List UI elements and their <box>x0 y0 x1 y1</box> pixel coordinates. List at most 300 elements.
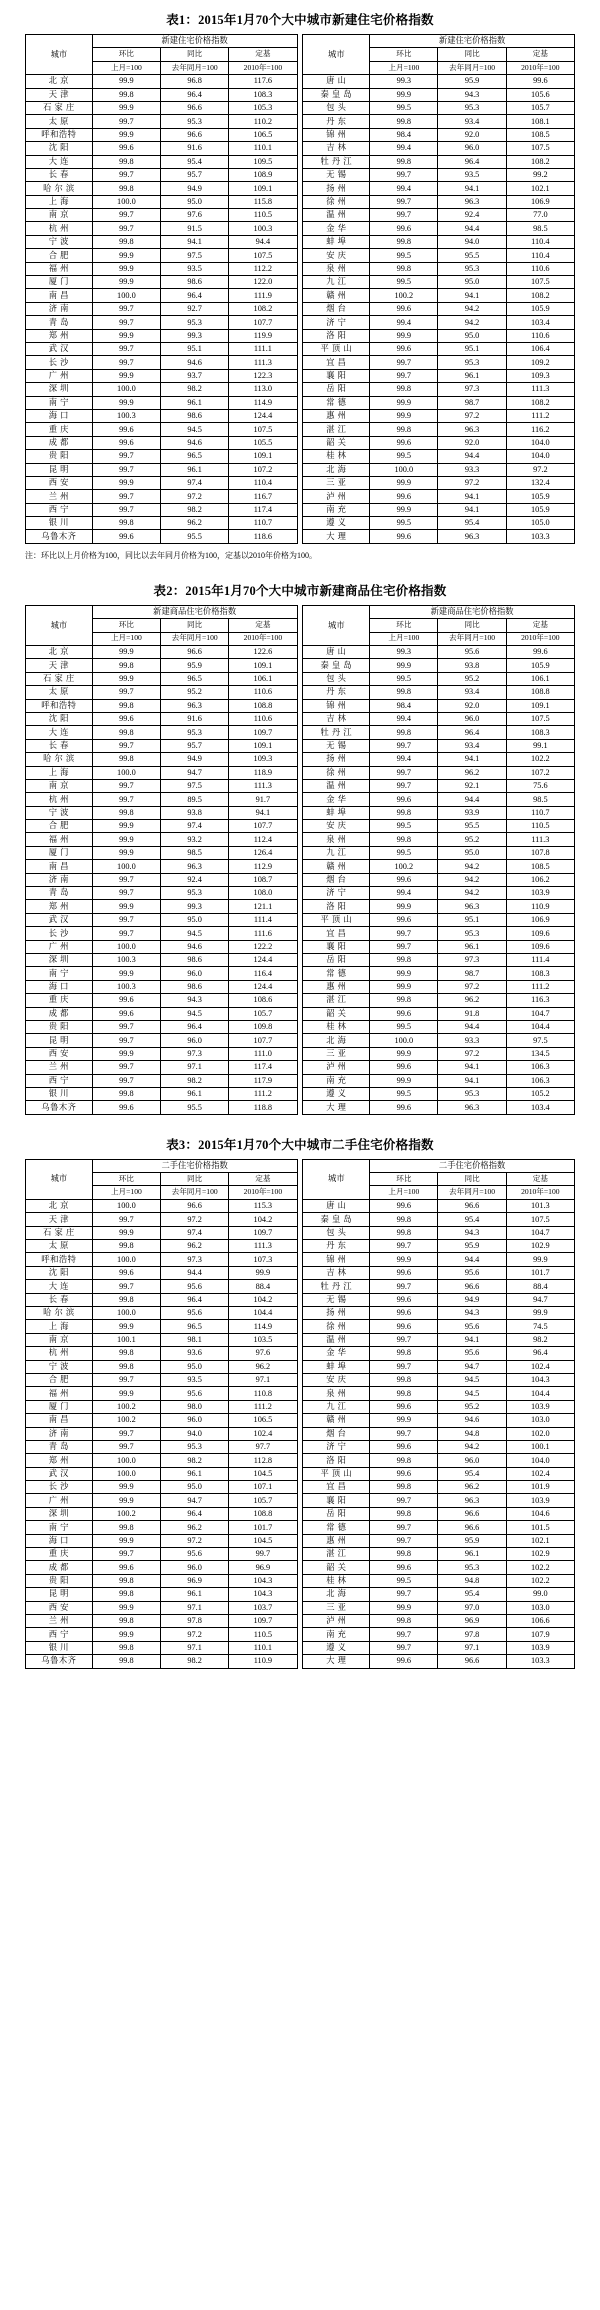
value-cell: 99.6 <box>370 1061 438 1074</box>
value-cell: 97.2 <box>438 980 506 993</box>
city-name: 南 宁 <box>26 1521 93 1534</box>
table-block-3 <box>0 1125 600 1669</box>
value-cell: 99.8 <box>370 726 438 739</box>
value-cell: 97.0 <box>438 1601 506 1614</box>
value-cell: 109.3 <box>506 369 574 382</box>
value-cell: 104.7 <box>506 1007 574 1020</box>
value-cell: 99.6 <box>92 1266 160 1279</box>
value-cell: 108.7 <box>229 873 297 886</box>
value-cell: 102.2 <box>506 753 574 766</box>
value-cell: 99.5 <box>370 276 438 289</box>
value-cell: 96.4 <box>161 289 229 302</box>
value-cell: 94.7 <box>161 1494 229 1507</box>
value-cell: 101.5 <box>506 1521 574 1534</box>
city-name: 烟 台 <box>303 302 370 315</box>
city-name: 金 华 <box>303 1347 370 1360</box>
header-city: 城市 <box>303 605 370 645</box>
city-name: 徐 州 <box>303 766 370 779</box>
city-name: 九 江 <box>303 276 370 289</box>
value-cell: 99.7 <box>370 1641 438 1654</box>
city-name: 福 州 <box>26 262 93 275</box>
value-cell: 109.1 <box>229 182 297 195</box>
city-name: 银 川 <box>26 1087 93 1100</box>
city-name: 牡 丹 江 <box>303 1280 370 1293</box>
value-cell: 106.5 <box>229 128 297 141</box>
city-name: 青 岛 <box>26 316 93 329</box>
city-name: 石 家 庄 <box>26 1226 93 1239</box>
city-name: 银 川 <box>26 517 93 530</box>
header-group: 新建住宅价格指数 <box>370 35 575 48</box>
value-cell: 96.8 <box>161 75 229 88</box>
value-cell: 104.5 <box>229 1534 297 1547</box>
value-cell: 97.8 <box>161 1614 229 1627</box>
value-cell: 97.5 <box>161 779 229 792</box>
city-name: 合 肥 <box>26 1373 93 1386</box>
city-name: 西 宁 <box>26 503 93 516</box>
city-name: 岳 阳 <box>303 954 370 967</box>
value-cell: 95.9 <box>161 659 229 672</box>
header-col-l2-0: 上月=100 <box>370 61 438 74</box>
value-cell: 99.6 <box>92 423 160 436</box>
value-cell: 95.3 <box>161 115 229 128</box>
value-cell: 99.8 <box>370 1614 438 1627</box>
city-name: 沈 阳 <box>26 1266 93 1279</box>
value-cell: 94.6 <box>161 436 229 449</box>
value-cell: 106.4 <box>506 342 574 355</box>
price-index-table <box>25 34 575 544</box>
value-cell: 99.7 <box>92 490 160 503</box>
value-cell: 110.4 <box>506 235 574 248</box>
city-name: 泸 州 <box>303 490 370 503</box>
value-cell: 106.1 <box>506 672 574 685</box>
value-cell: 96.0 <box>161 1414 229 1427</box>
value-cell: 124.4 <box>229 980 297 993</box>
value-cell: 96.6 <box>161 646 229 659</box>
value-cell: 122.3 <box>229 369 297 382</box>
value-cell: 105.9 <box>506 659 574 672</box>
value-cell: 108.2 <box>506 289 574 302</box>
header-col-l2-0: 上月=100 <box>370 1186 438 1199</box>
value-cell: 92.1 <box>438 779 506 792</box>
value-cell: 95.3 <box>161 887 229 900</box>
value-cell: 94.3 <box>438 88 506 101</box>
value-cell: 99.7 <box>370 168 438 181</box>
city-name: 西 安 <box>26 1047 93 1060</box>
city-name: 济 宁 <box>303 887 370 900</box>
value-cell: 99.7 <box>370 766 438 779</box>
city-name: 洛 阳 <box>303 1454 370 1467</box>
value-cell: 100.0 <box>92 1454 160 1467</box>
value-cell: 102.0 <box>506 1427 574 1440</box>
value-cell: 99.7 <box>370 1534 438 1547</box>
value-cell: 116.3 <box>506 994 574 1007</box>
value-cell: 99.8 <box>92 182 160 195</box>
value-cell: 99.2 <box>506 168 574 181</box>
city-name: 遵 义 <box>303 1087 370 1100</box>
value-cell: 100.3 <box>92 980 160 993</box>
value-cell: 115.8 <box>229 195 297 208</box>
city-name: 三 亚 <box>303 1047 370 1060</box>
city-name: 泸 州 <box>303 1614 370 1627</box>
value-cell: 92.0 <box>438 128 506 141</box>
value-cell: 112.2 <box>229 262 297 275</box>
value-cell: 105.9 <box>506 503 574 516</box>
value-cell: 98.6 <box>161 980 229 993</box>
value-cell: 99.9 <box>92 1628 160 1641</box>
header-col-l1-0: 环比 <box>370 1173 438 1186</box>
city-name: 岳 阳 <box>303 1507 370 1520</box>
value-cell: 99.7 <box>92 1020 160 1033</box>
value-cell: 99.6 <box>370 490 438 503</box>
city-name: 宜 昌 <box>303 1481 370 1494</box>
city-name: 包 头 <box>303 101 370 114</box>
value-cell: 89.5 <box>161 793 229 806</box>
value-cell: 108.8 <box>506 686 574 699</box>
value-cell: 98.2 <box>161 503 229 516</box>
value-cell: 99.9 <box>370 329 438 342</box>
value-cell: 100.2 <box>370 860 438 873</box>
city-name: 杭 州 <box>26 793 93 806</box>
value-cell: 103.9 <box>506 1400 574 1413</box>
header-col-l1-2: 定基 <box>229 48 297 61</box>
header-col-l2-0: 上月=100 <box>370 632 438 645</box>
value-cell: 110.5 <box>229 209 297 222</box>
value-cell: 99.6 <box>370 302 438 315</box>
value-cell: 100.0 <box>92 1306 160 1319</box>
value-cell: 103.4 <box>506 1101 574 1114</box>
city-name: 西 宁 <box>26 1074 93 1087</box>
value-cell: 105.0 <box>506 517 574 530</box>
value-cell: 108.8 <box>229 1507 297 1520</box>
city-name: 徐 州 <box>303 1320 370 1333</box>
value-cell: 110.5 <box>506 820 574 833</box>
value-cell: 99.8 <box>370 833 438 846</box>
value-cell: 112.8 <box>229 1454 297 1467</box>
value-cell: 99.9 <box>92 1226 160 1239</box>
header-col-l2-1: 去年同月=100 <box>161 61 229 74</box>
table-block-2 <box>0 571 600 1115</box>
value-cell: 100.2 <box>370 289 438 302</box>
value-cell: 93.4 <box>438 115 506 128</box>
city-name: 丹 东 <box>303 115 370 128</box>
value-cell: 95.3 <box>438 262 506 275</box>
value-cell: 99.9 <box>370 1074 438 1087</box>
value-cell: 117.6 <box>229 75 297 88</box>
table-block-1 <box>0 0 600 561</box>
value-cell: 99.5 <box>370 846 438 859</box>
value-cell: 94.5 <box>438 1373 506 1386</box>
value-cell: 99.3 <box>370 75 438 88</box>
value-cell: 100.2 <box>92 1507 160 1520</box>
city-name: 南 昌 <box>26 860 93 873</box>
value-cell: 99.8 <box>92 806 160 819</box>
value-cell: 98.6 <box>161 276 229 289</box>
value-cell: 102.9 <box>506 1240 574 1253</box>
value-cell: 99.5 <box>370 101 438 114</box>
value-cell: 94.3 <box>438 1306 506 1319</box>
city-name: 大 理 <box>303 1101 370 1114</box>
value-cell: 110.6 <box>229 712 297 725</box>
value-cell: 104.0 <box>506 450 574 463</box>
city-name: 惠 州 <box>303 1534 370 1547</box>
value-cell: 108.6 <box>229 994 297 1007</box>
city-name: 扬 州 <box>303 1306 370 1319</box>
value-cell: 97.2 <box>161 1213 229 1226</box>
city-name: 安 庆 <box>303 1373 370 1386</box>
value-cell: 96.2 <box>161 517 229 530</box>
table-header-row-1 <box>26 1159 575 1172</box>
city-name: 福 州 <box>26 1387 93 1400</box>
header-col-l2-2: 2010年=100 <box>506 61 574 74</box>
city-name: 桂 林 <box>303 450 370 463</box>
value-cell: 99.6 <box>370 1266 438 1279</box>
value-cell: 96.1 <box>161 463 229 476</box>
value-cell: 99.8 <box>92 753 160 766</box>
city-name: 韶 关 <box>303 1007 370 1020</box>
city-name: 广 州 <box>26 1494 93 1507</box>
value-cell: 96.4 <box>506 1347 574 1360</box>
value-cell: 94.5 <box>161 927 229 940</box>
value-cell: 110.7 <box>506 806 574 819</box>
city-name: 常 德 <box>303 396 370 409</box>
value-cell: 96.6 <box>161 128 229 141</box>
city-name: 上 海 <box>26 195 93 208</box>
city-name: 长 春 <box>26 168 93 181</box>
value-cell: 126.4 <box>229 846 297 859</box>
value-cell: 99.7 <box>370 356 438 369</box>
value-cell: 99.7 <box>92 1373 160 1386</box>
value-cell: 99.6 <box>370 1655 438 1668</box>
value-cell: 108.9 <box>229 168 297 181</box>
value-cell: 110.9 <box>506 900 574 913</box>
value-cell: 119.9 <box>229 329 297 342</box>
value-cell: 99.7 <box>92 1061 160 1074</box>
city-name: 上 海 <box>26 1320 93 1333</box>
header-col-l1-1: 同比 <box>438 619 506 632</box>
city-name: 吉 林 <box>303 712 370 725</box>
value-cell: 109.8 <box>229 1020 297 1033</box>
city-name: 宜 昌 <box>303 356 370 369</box>
value-cell: 99.7 <box>92 222 160 235</box>
value-cell: 99.9 <box>92 276 160 289</box>
value-cell: 99.8 <box>370 1226 438 1239</box>
value-cell: 95.4 <box>438 517 506 530</box>
city-name: 洛 阳 <box>303 900 370 913</box>
value-cell: 95.5 <box>161 530 229 543</box>
city-name: 昆 明 <box>26 463 93 476</box>
value-cell: 100.2 <box>92 1414 160 1427</box>
value-cell: 95.6 <box>161 1387 229 1400</box>
value-cell: 100.0 <box>92 860 160 873</box>
value-cell: 97.4 <box>161 820 229 833</box>
city-name: 泸 州 <box>303 1061 370 1074</box>
value-cell: 92.0 <box>438 436 506 449</box>
value-cell: 102.1 <box>506 1534 574 1547</box>
header-col-l2-0: 上月=100 <box>92 61 160 74</box>
city-name: 包 头 <box>303 672 370 685</box>
value-cell: 99.8 <box>92 155 160 168</box>
value-cell: 99.6 <box>92 1561 160 1574</box>
value-cell: 98.2 <box>506 1333 574 1346</box>
value-cell: 100.0 <box>370 1034 438 1047</box>
city-name: 哈 尔 滨 <box>26 182 93 195</box>
header-col-l2-1: 去年同月=100 <box>438 632 506 645</box>
header-city: 城市 <box>303 1159 370 1199</box>
city-name: 贵 阳 <box>26 1020 93 1033</box>
value-cell: 91.6 <box>161 712 229 725</box>
city-name: 青 岛 <box>26 1440 93 1453</box>
value-cell: 99.6 <box>506 646 574 659</box>
value-cell: 97.3 <box>161 1253 229 1266</box>
value-cell: 109.5 <box>229 155 297 168</box>
value-cell: 96.3 <box>438 1101 506 1114</box>
value-cell: 94.2 <box>438 302 506 315</box>
value-cell: 96.5 <box>161 672 229 685</box>
value-cell: 99.9 <box>92 262 160 275</box>
value-cell: 100.0 <box>92 383 160 396</box>
value-cell: 94.4 <box>438 1253 506 1266</box>
value-cell: 97.6 <box>229 1347 297 1360</box>
city-name: 平 顶 山 <box>303 342 370 355</box>
value-cell: 99.5 <box>370 1020 438 1033</box>
value-cell: 106.9 <box>506 913 574 926</box>
value-cell: 99.7 <box>92 168 160 181</box>
city-name: 吉 林 <box>303 142 370 155</box>
city-name: 重 庆 <box>26 423 93 436</box>
value-cell: 111.4 <box>229 913 297 926</box>
value-cell: 104.4 <box>506 1020 574 1033</box>
city-name: 秦 皇 岛 <box>303 88 370 101</box>
city-name: 海 口 <box>26 409 93 422</box>
value-cell: 99.8 <box>370 423 438 436</box>
value-cell: 95.5 <box>438 820 506 833</box>
value-cell: 97.2 <box>438 409 506 422</box>
value-cell: 96.6 <box>438 1521 506 1534</box>
city-name: 西 安 <box>26 476 93 489</box>
city-name: 深 圳 <box>26 1507 93 1520</box>
city-name: 北 海 <box>303 463 370 476</box>
city-name: 南 昌 <box>26 1414 93 1427</box>
value-cell: 118.9 <box>229 766 297 779</box>
value-cell: 100.2 <box>92 1400 160 1413</box>
city-name: 南 充 <box>303 503 370 516</box>
value-cell: 94.4 <box>438 450 506 463</box>
value-cell: 104.6 <box>506 1507 574 1520</box>
value-cell: 99.9 <box>92 1481 160 1494</box>
value-cell: 99.8 <box>92 1614 160 1627</box>
value-cell: 99.9 <box>92 1601 160 1614</box>
value-cell: 107.3 <box>229 1253 297 1266</box>
value-cell: 99.7 <box>92 887 160 900</box>
city-name: 三 亚 <box>303 476 370 489</box>
value-cell: 110.4 <box>506 249 574 262</box>
city-name: 成 都 <box>26 1007 93 1020</box>
city-name: 广 州 <box>26 369 93 382</box>
value-cell: 98.1 <box>161 1333 229 1346</box>
city-name: 天 津 <box>26 659 93 672</box>
value-cell: 103.0 <box>506 1414 574 1427</box>
value-cell: 103.3 <box>506 530 574 543</box>
value-cell: 93.4 <box>438 739 506 752</box>
value-cell: 99.9 <box>370 409 438 422</box>
value-cell: 95.0 <box>161 1481 229 1494</box>
city-name: 太 原 <box>26 115 93 128</box>
value-cell: 97.5 <box>506 1034 574 1047</box>
header-col-l2-1: 去年同月=100 <box>438 61 506 74</box>
value-cell: 95.3 <box>161 316 229 329</box>
value-cell: 99.7 <box>370 369 438 382</box>
value-cell: 99.8 <box>92 726 160 739</box>
value-cell: 107.5 <box>506 712 574 725</box>
value-cell: 94.1 <box>438 289 506 302</box>
value-cell: 98.5 <box>506 793 574 806</box>
city-name: 襄 阳 <box>303 369 370 382</box>
value-cell: 99.8 <box>92 699 160 712</box>
value-cell: 94.2 <box>438 873 506 886</box>
value-cell: 99.8 <box>92 1087 160 1100</box>
value-cell: 92.4 <box>161 873 229 886</box>
value-cell: 95.3 <box>161 1440 229 1453</box>
header-col-l1-1: 同比 <box>438 48 506 61</box>
header-col-l2-0: 上月=100 <box>92 632 160 645</box>
value-cell: 94.8 <box>438 1427 506 1440</box>
table-header-row-1 <box>26 605 575 618</box>
value-cell: 116.2 <box>506 423 574 436</box>
value-cell: 104.0 <box>506 436 574 449</box>
value-cell: 102.9 <box>506 1548 574 1561</box>
value-cell: 118.8 <box>229 1101 297 1114</box>
city-name: 烟 台 <box>303 1427 370 1440</box>
city-name: 牡 丹 江 <box>303 155 370 168</box>
value-cell: 97.6 <box>161 209 229 222</box>
table-title: 表2：2015年1月70个大中城市新建商品住宅价格指数 <box>153 583 447 598</box>
value-cell: 99.6 <box>370 1101 438 1114</box>
value-cell: 99.6 <box>92 530 160 543</box>
city-name: 成 都 <box>26 436 93 449</box>
value-cell: 95.2 <box>161 686 229 699</box>
city-name: 杭 州 <box>26 1347 93 1360</box>
city-name: 济 南 <box>26 873 93 886</box>
value-cell: 101.9 <box>506 1481 574 1494</box>
value-cell: 96.1 <box>161 396 229 409</box>
value-cell: 98.7 <box>438 967 506 980</box>
city-name: 济 宁 <box>303 1440 370 1453</box>
city-name: 宁 波 <box>26 235 93 248</box>
value-cell: 110.9 <box>229 1655 297 1668</box>
value-cell: 98.2 <box>161 1454 229 1467</box>
value-cell: 99.7 <box>92 686 160 699</box>
value-cell: 105.3 <box>229 101 297 114</box>
value-cell: 94.5 <box>161 423 229 436</box>
value-cell: 94.1 <box>438 503 506 516</box>
value-cell: 96.0 <box>161 967 229 980</box>
city-name: 平 顶 山 <box>303 913 370 926</box>
value-cell: 96.1 <box>161 1467 229 1480</box>
value-cell: 97.2 <box>161 1534 229 1547</box>
city-name: 长 春 <box>26 739 93 752</box>
value-cell: 100.3 <box>92 409 160 422</box>
value-cell: 132.4 <box>506 476 574 489</box>
value-cell: 102.4 <box>506 1467 574 1480</box>
city-name: 常 德 <box>303 1521 370 1534</box>
value-cell: 98.2 <box>161 1074 229 1087</box>
value-cell: 93.7 <box>161 369 229 382</box>
value-cell: 100.0 <box>92 1253 160 1266</box>
value-cell: 100.0 <box>92 289 160 302</box>
city-name: 南 充 <box>303 1628 370 1641</box>
city-name: 唐 山 <box>303 646 370 659</box>
value-cell: 102.4 <box>506 1360 574 1373</box>
